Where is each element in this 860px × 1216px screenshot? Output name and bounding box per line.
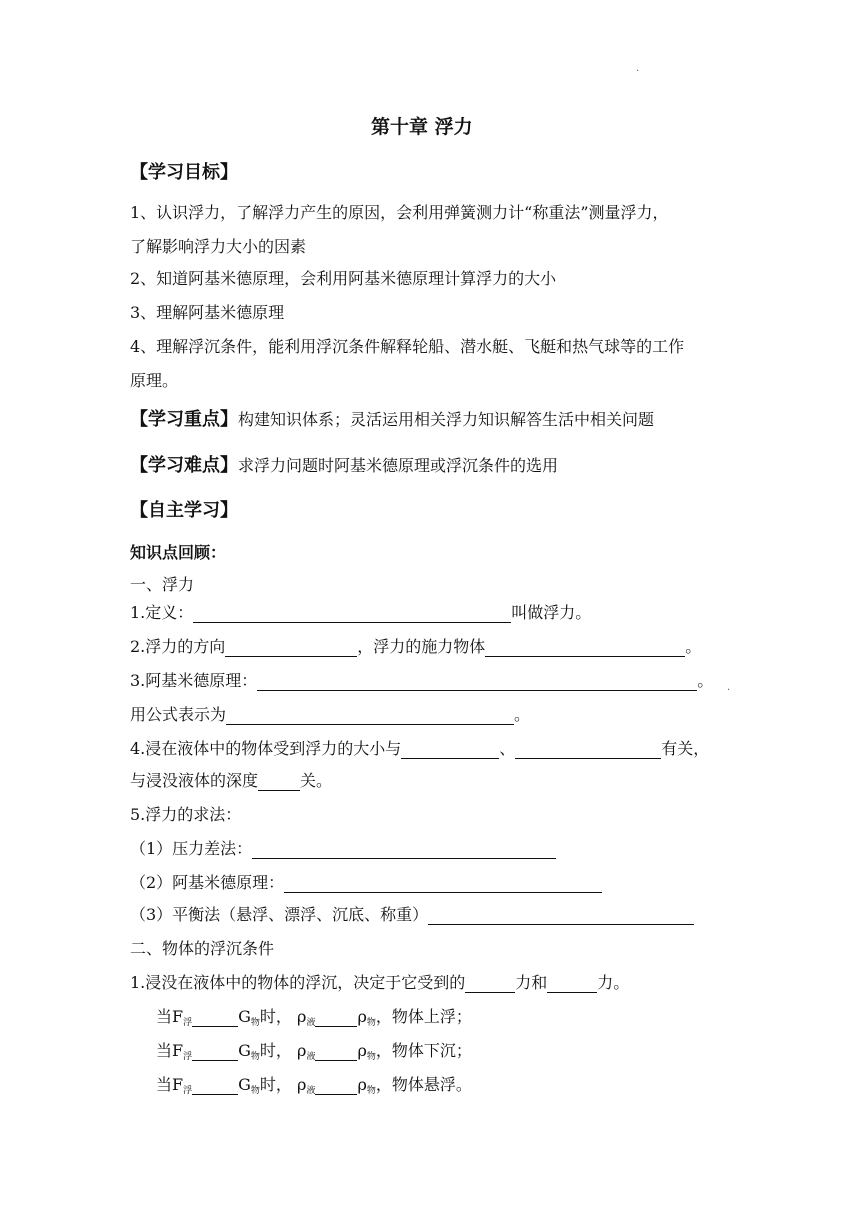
sink-condition [156, 1040, 472, 1068]
when-suffix: 时， [259, 1041, 292, 1060]
factors-suffix: 有关， [661, 739, 710, 758]
method-1-label: （1）压力差法： [130, 839, 253, 858]
weight-letter: G [238, 1041, 251, 1060]
rho-symbol: ρ [297, 1075, 307, 1094]
condition-label: 1.浸没在液体中的物体的浮沉，决定于它受到的 [130, 973, 466, 992]
suspend-density-blank[interactable] [315, 1076, 357, 1095]
corner-mark: . [636, 63, 640, 74]
rho-symbol: ρ [297, 1041, 307, 1060]
when-suffix: 时， [259, 1007, 292, 1026]
difficulties-heading: 【学习难点】 [130, 455, 238, 476]
review-label: 知识点回顾： [130, 543, 227, 562]
rho-symbol: ρ [357, 1075, 367, 1094]
direction-line [130, 636, 701, 658]
depth-blank[interactable] [258, 772, 300, 791]
liquid-subscript: 液 [306, 1052, 316, 1062]
section-2-title: 二、物体的浮沉条件 [130, 939, 275, 958]
rho-symbol: ρ [357, 1041, 367, 1060]
object-subscript: 物 [250, 1018, 260, 1028]
key-points-line [130, 409, 654, 431]
objective-2: 2、知道阿基米德原理，会利用阿基米德原理计算浮力的大小 [130, 269, 557, 288]
rise-density-blank[interactable] [315, 1008, 357, 1027]
source-blank[interactable] [485, 638, 685, 657]
liquid-subscript: 液 [306, 1018, 316, 1028]
key-points-text: 构建知识体系；灵活运用相关浮力知识解答生活中相关问题 [238, 410, 655, 429]
objective-3: 3、理解阿基米德原理 [130, 303, 285, 322]
direction-blank[interactable] [225, 638, 357, 657]
archimedes-label: 3.阿基米德原理： [130, 671, 258, 690]
archimedes-blank[interactable] [257, 672, 697, 691]
definition-blank[interactable] [193, 604, 511, 623]
force-2-blank[interactable] [547, 974, 597, 993]
source-label: ，浮力的施力物体 [357, 637, 486, 656]
sink-force-blank[interactable] [192, 1042, 238, 1061]
factors-line [130, 738, 709, 760]
archimedes-line [130, 670, 713, 692]
suspend-force-blank[interactable] [192, 1076, 238, 1095]
suspend-result: ，物体悬浮。 [375, 1075, 472, 1094]
rise-result: ，物体上浮； [375, 1007, 472, 1026]
condition-line [130, 972, 629, 994]
methods-label: 5.浮力的求法： [130, 805, 242, 824]
method-2-label: （2）阿基米德原理： [130, 873, 285, 892]
definition-suffix: 叫做浮力。 [511, 603, 592, 622]
difficulties-line [130, 455, 558, 477]
sink-result: ，物体下沉； [375, 1041, 472, 1060]
object-subscript: 物 [250, 1086, 260, 1096]
objective-4-line-2: 原理。 [130, 371, 179, 390]
buoyancy-subscript: 浮 [183, 1018, 193, 1028]
section-1-title: 一、浮力 [130, 575, 195, 594]
direction-suffix: 。 [685, 637, 702, 656]
force-1-blank[interactable] [465, 974, 515, 993]
page-title: 第十章 浮力 [371, 116, 473, 138]
difficulties-text: 求浮力问题时阿基米德原理或浮沉条件的选用 [238, 456, 559, 475]
condition-suffix: 力。 [597, 973, 630, 992]
method-2-blank[interactable] [284, 874, 602, 893]
formula-line [130, 704, 530, 726]
buoyancy-subscript: 浮 [183, 1052, 193, 1062]
depth-label: 与浸没液体的深度 [130, 771, 259, 790]
factor-2-blank[interactable] [515, 740, 661, 759]
object-subscript: 物 [250, 1052, 260, 1062]
depth-suffix: 关。 [300, 771, 333, 790]
liquid-subscript: 液 [306, 1086, 316, 1096]
objective-1-line-1: 1、认识浮力，了解浮力产生的原因，会利用弹簧测力计“称重法”测量浮力， [130, 203, 669, 222]
objectives-heading: 【学习目标】 [130, 162, 238, 183]
factors-separator: 、 [499, 739, 516, 758]
factors-label: 4.浸在液体中的物体受到浮力的大小与 [130, 739, 402, 758]
suspend-condition [156, 1074, 472, 1102]
weight-letter: G [238, 1007, 251, 1026]
condition-mid: 力和 [515, 973, 548, 992]
sink-density-blank[interactable] [315, 1042, 357, 1061]
rise-condition [156, 1006, 472, 1034]
objective-4-line-1: 4、理解浮沉条件，能利用浮沉条件解释轮船、潜水艇、飞艇和热气球等的工作 [130, 337, 685, 356]
rho-symbol: ρ [297, 1007, 307, 1026]
method-1-line [130, 838, 556, 860]
direction-label: 2.浮力的方向 [130, 637, 226, 656]
objective-1-line-2: 了解影响浮力大小的因素 [130, 237, 307, 256]
rho-symbol: ρ [357, 1007, 367, 1026]
method-3-blank[interactable] [428, 906, 694, 925]
definition-line [130, 602, 591, 624]
when-label: 当F [156, 1007, 184, 1026]
buoyancy-subscript: 浮 [183, 1086, 193, 1096]
definition-label: 1.定义： [130, 603, 194, 622]
object-subscript: 物 [366, 1052, 376, 1062]
when-label: 当F [156, 1041, 184, 1060]
method-1-blank[interactable] [252, 840, 556, 859]
method-3-line [130, 904, 694, 926]
method-3-label: （3）平衡法（悬浮、漂浮、沉底、称重） [130, 905, 429, 924]
method-2-line [130, 872, 602, 894]
factor-1-blank[interactable] [401, 740, 499, 759]
formula-suffix: 。 [514, 705, 531, 724]
key-points-heading: 【学习重点】 [130, 409, 238, 430]
margin-mark: . [727, 682, 731, 693]
object-subscript: 物 [366, 1018, 376, 1028]
object-subscript: 物 [366, 1086, 376, 1096]
when-suffix: 时， [259, 1075, 292, 1094]
archimedes-suffix: 。 [697, 671, 714, 690]
depth-line [130, 770, 332, 792]
when-label: 当F [156, 1075, 184, 1094]
weight-letter: G [238, 1075, 251, 1094]
formula-blank[interactable] [226, 706, 514, 725]
formula-label: 用公式表示为 [130, 705, 227, 724]
self-study-heading: 【自主学习】 [130, 500, 238, 521]
rise-force-blank[interactable] [192, 1008, 238, 1027]
